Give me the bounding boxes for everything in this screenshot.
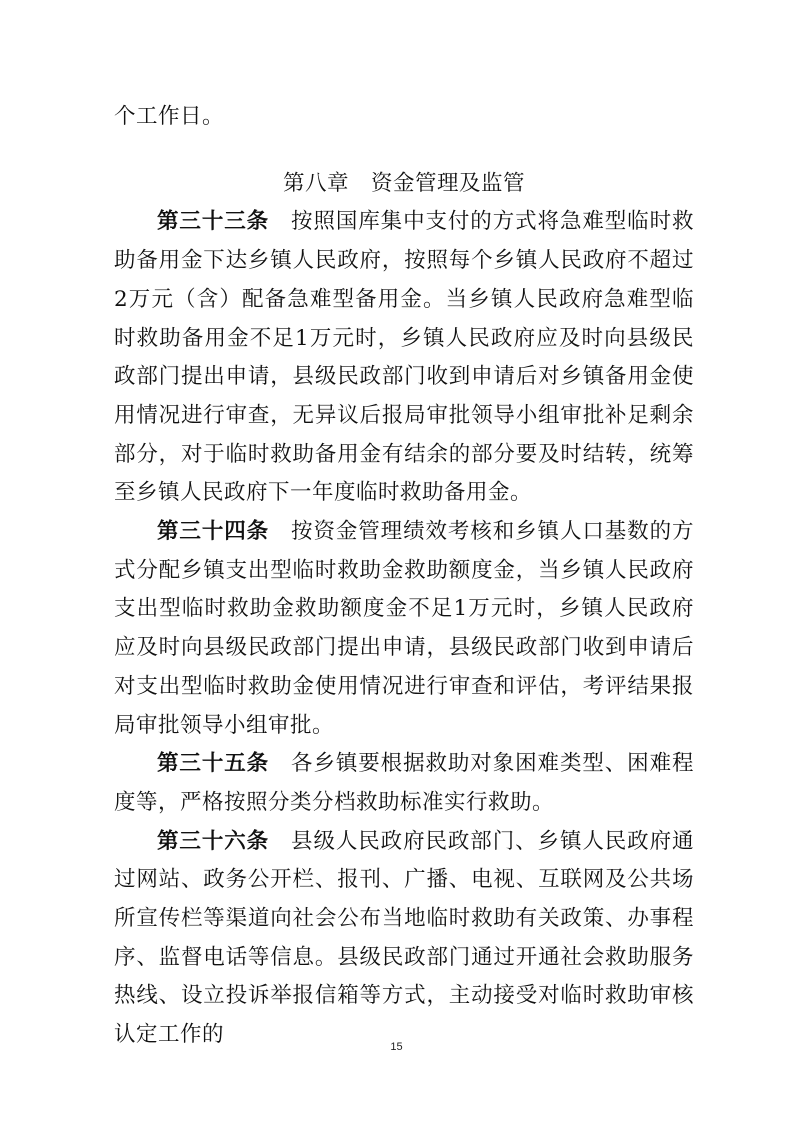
- page-number: 15: [390, 1041, 403, 1053]
- article-text: 按资金管理绩效考核和乡镇人口基数的方式分配乡镇支出型临时救助金救助额度金，当乡镇人民政府支出型临时救助金救助额度金不足1万元时，乡镇人民政府应及时向县级民政部门提出申请，县级民政部门收到申请后对支出型临时救助金使用情况进行审查和评估，考评结果报局审批领导小组审批。: [114, 519, 694, 738]
- article-33: [114, 203, 694, 513]
- article-label: 第三十三条: [157, 209, 270, 235]
- article-36: [114, 823, 694, 1055]
- page-body: [114, 98, 694, 1055]
- article-label: 第三十四条: [157, 519, 270, 545]
- chapter-heading: [114, 165, 694, 204]
- article-label: 第三十五条: [157, 751, 270, 777]
- article-label: 第三十六条: [157, 828, 270, 854]
- article-34: [114, 513, 694, 745]
- continuation-text: 个工作日。: [114, 104, 225, 129]
- chapter-number: 第八章: [282, 170, 349, 196]
- article-text: 县级人民政府民政部门、乡镇人民政府通过网站、政务公开栏、报刊、广播、电视、互联网及公共场所宣传栏等渠道向社会公布当地临时救助有关政策、办事程序、监督电话等信息。县级民政部门通过开通社会救助服务热线、设立投诉举报信箱等方式，主动接受对临时救助审核认定工作的: [114, 828, 694, 1048]
- article-35: [114, 745, 694, 822]
- article-text: 按照国库集中支付的方式将急难型临时救助备用金下达乡镇人民政府，按照每个乡镇人民政府不超过2万元（含）配备急难型备用金。当乡镇人民政府急难型临时救助备用金不足1万元时，乡镇人民政府应及时向县级民政部门提出申请，县级民政部门收到申请后对乡镇备用金使用情况进行审查，无异议后报局审批领导小组审批补足剩余部分，对于临时救助备用金有结余的部分要及时结转，统筹至乡镇人民政府下一年度临时救助备用金。: [114, 209, 694, 506]
- article-text: 各乡镇要根据救助对象困难类型、困难程度等，严格按照分类分档救助标准实行救助。: [114, 751, 694, 815]
- chapter-title: 资金管理及监管: [371, 170, 526, 196]
